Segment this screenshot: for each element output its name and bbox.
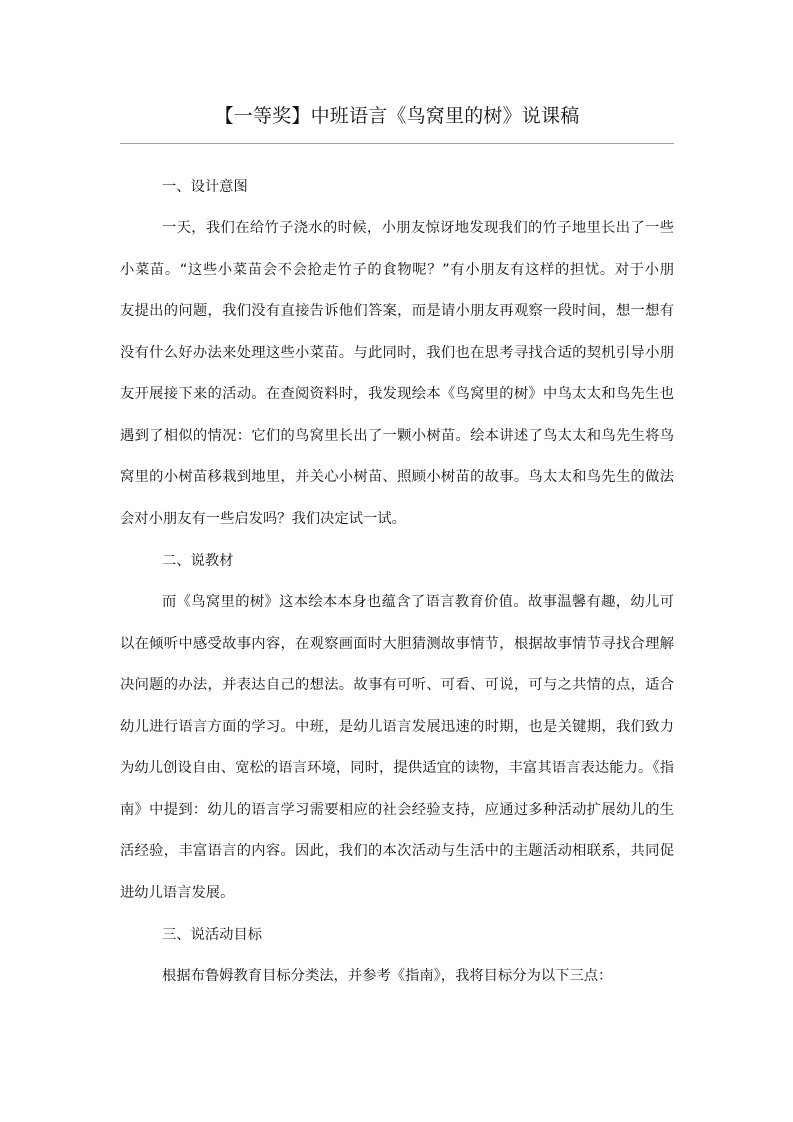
paragraph-line: 幼儿进行语言方面的学习。中班，是幼儿语言发展迅速的时期，也是关键期，我们致力 [120, 719, 674, 735]
title-divider [120, 143, 674, 144]
section-heading-activity-goals: 三、说活动目标 [162, 927, 263, 943]
paragraph-line: 小菜苗。“这些小菜苗会不会抢走竹子的食物呢？”有小朋友有这样的担忧。对于小朋 [120, 262, 674, 278]
paragraph-line: 根据布鲁姆教育目标分类法，并参考《指南》，我将目标分为以下三点： [162, 968, 613, 984]
paragraph-line: 南》中提到：幼儿的语言学习需要相应的社会经验支持，应通过多种活动扩展幼儿的生 [120, 802, 674, 818]
paragraph-line: 为幼儿创设自由、宽松的语言环境，同时，提供适宜的读物，丰富其语言表达能力。《指 [120, 760, 674, 776]
paragraph-line: 活经验，丰富语言的内容。因此，我们的本次活动与生活中的主题活动相联系，共同促 [120, 843, 674, 859]
paragraph-line: 一天，我们在给竹子浇水的时候，小朋友惊讶地发现我们的竹子地里长出了一些 [162, 220, 674, 236]
paragraph-line: 以在倾听中感受故事内容，在观察画面时大胆猜测故事情节，根据故事情节寻找合理解 [120, 636, 674, 652]
paragraph-line: 窝里的小树苗移栽到地里，并关心小树苗、照顾小树苗的故事。鸟太太和鸟先生的做法 [120, 469, 674, 485]
paragraph-line: 友提出的问题，我们没有直接告诉他们答案，而是请小朋友再观察一段时间，想一想有 [120, 303, 674, 319]
section-heading-teaching-material: 二、说教材 [162, 553, 234, 569]
paragraph-line: 而《鸟窝里的树》这本绘本本身也蕴含了语言教育价值。故事温馨有趣，幼儿可 [162, 594, 674, 610]
paragraph-line: 友开展接下来的活动。在查阅资料时，我发现绘本《鸟窝里的树》中鸟太太和鸟先生也 [120, 386, 674, 402]
paragraph-line: 决问题的办法，并表达自己的想法。故事有可听、可看、可说，可与之共情的点，适合 [120, 677, 674, 693]
paragraph-line: 会对小朋友有一些启发吗？我们决定试一试。 [120, 511, 406, 527]
document-title: 【一等奖】中班语言《鸟窝里的树》说课稿 [214, 105, 580, 127]
paragraph-line: 没有什么好办法来处理这些小菜苗。与此同时，我们也在思考寻找合适的契机引导小朋 [120, 345, 674, 361]
paragraph-line: 进幼儿语言发展。 [120, 885, 235, 901]
section-heading-design-intent: 一、设计意图 [162, 179, 248, 195]
paragraph-line: 遇到了相似的情况：它们的鸟窝里长出了一颗小树苗。绘本讲述了鸟太太和鸟先生将鸟 [120, 428, 674, 444]
